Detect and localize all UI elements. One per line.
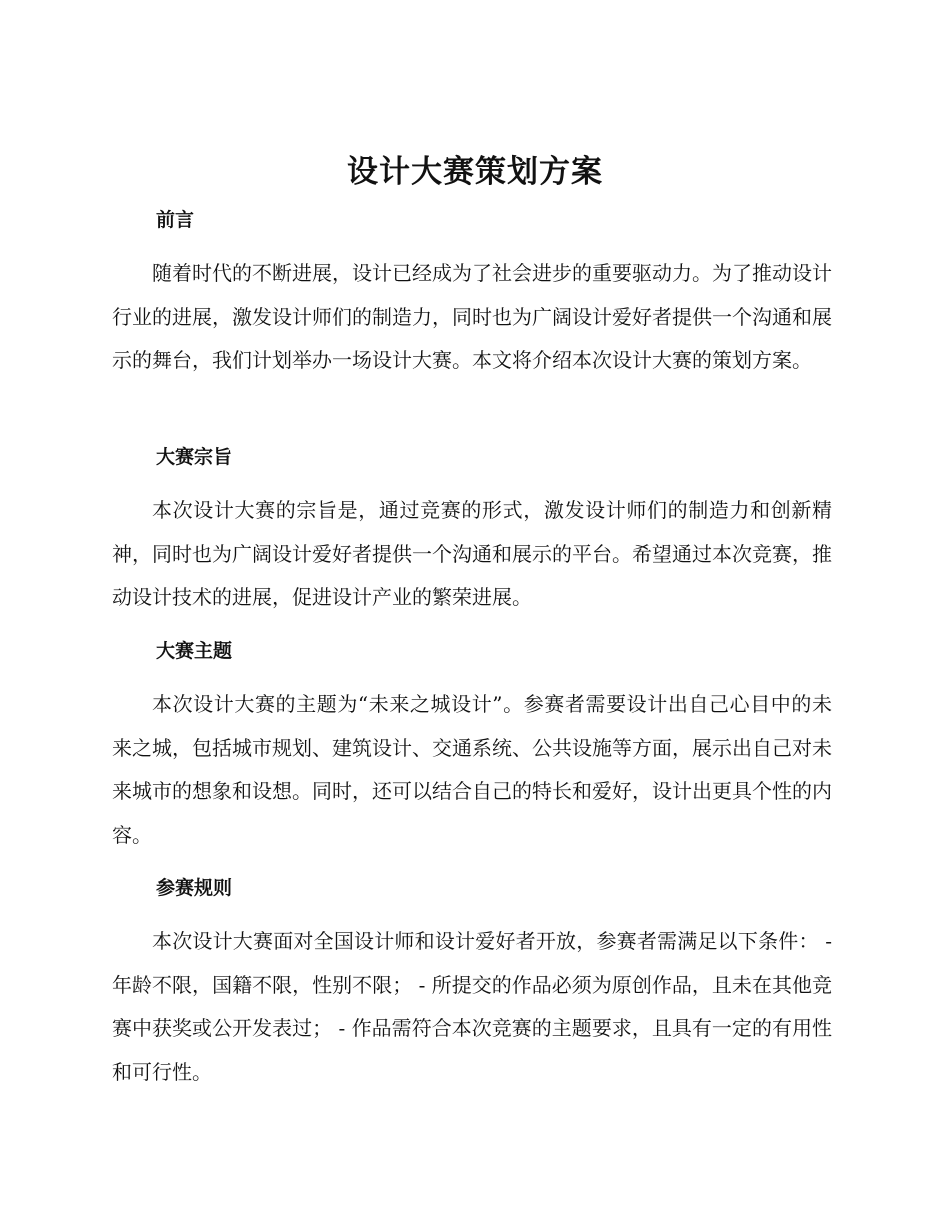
section-body-theme: 本次设计大赛的主题为“未来之城设计”。参赛者需要设计出自己心目中的未来之城，包括城市规划、建筑设计、交通系统、公共设施等方面，展示出自己对未来城市的想象和设想。同时，还可以结合自己的特长和爱好，设计出更具个性的内容。 (112, 692, 832, 847)
section-body-preface: 随着时代的不断进展，设计已经成为了社会进步的重要驱动力。为了推动设计行业的进展，激发设计师们的制造力，同时也为广阔设计爱好者提供一个沟通和展示的舞台，我们计划举办一场设计大赛。本文将介绍本次设计大赛的策划方案。 (112, 261, 832, 372)
section-heading-purpose: 大赛宗旨 (156, 446, 233, 468)
section-heading-theme: 大赛主题 (156, 640, 233, 662)
section-heading-preface: 前言 (156, 209, 195, 231)
section-body-purpose: 本次设计大赛的宗旨是，通过竞赛的形式，激发设计师们的制造力和创新精神，同时也为广阔设计爱好者提供一个沟通和展示的平台。希望通过本次竞赛，推动设计技术的进展，促进设计产业的繁荣进展。 (112, 498, 832, 609)
document-title: 设计大赛策划方案 (347, 154, 603, 190)
section-body-rules: 本次设计大赛面对全国设计师和设计爱好者开放，参赛者需满足以下条件： - 年龄不限，国籍不限，性别不限； - 所提交的作品必须为原创作品，且未在其他竞赛中获奖或公开发表过； - 作品需符合本次竞赛的主题要求，且具有一定的有用性和可行性。 (112, 929, 832, 1084)
section-heading-rules: 参赛规则 (156, 877, 233, 899)
